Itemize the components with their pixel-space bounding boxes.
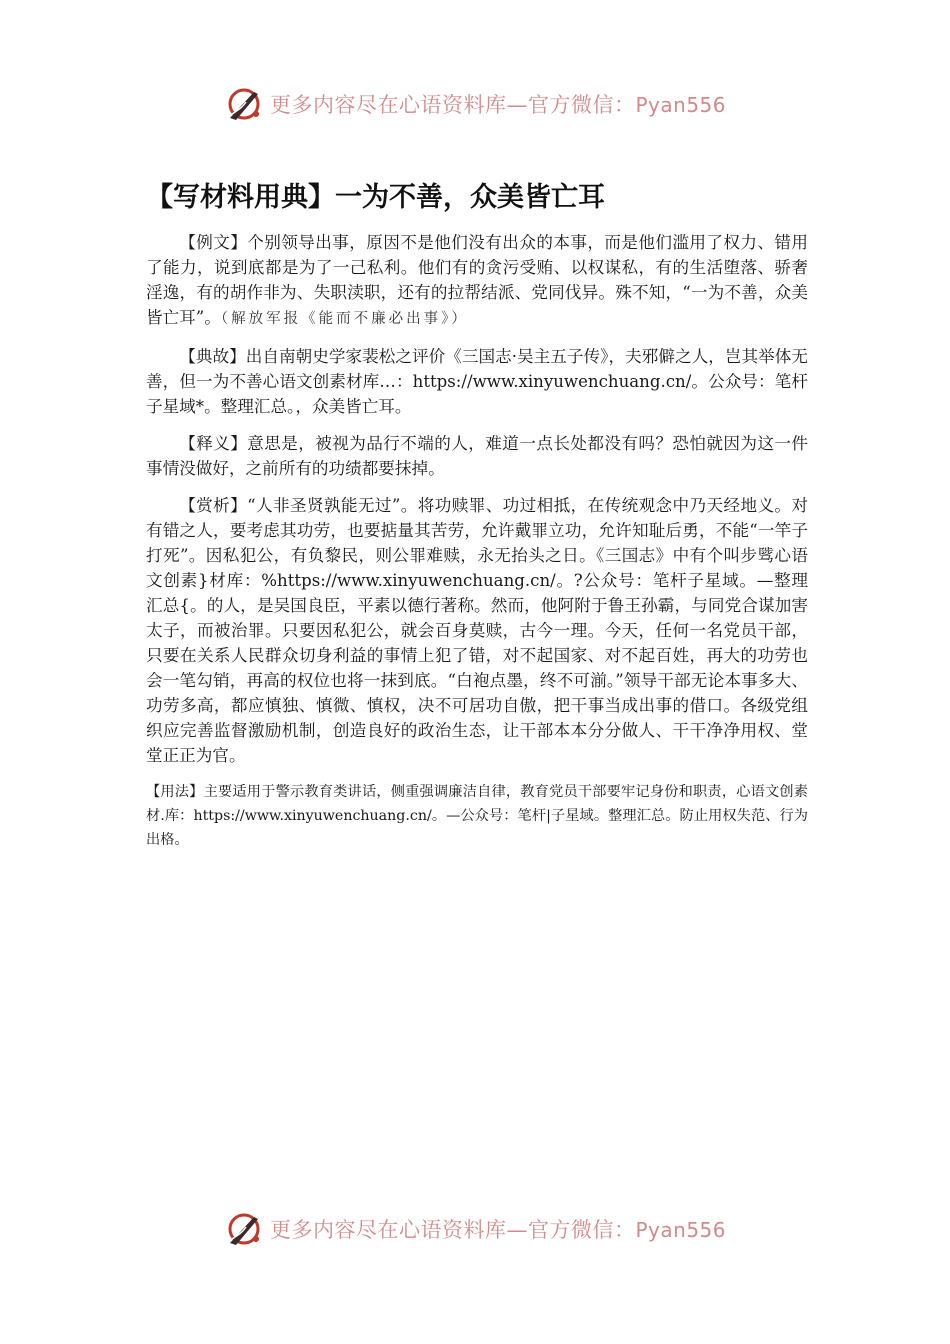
analysis-tag: 【赏析】 [179, 496, 248, 515]
example-text: 个别领导出事，原因不是他们没有出众的本事，而是他们滥用了权力、错用了能力，说到底都是为了一己私利。他们有的贪污受贿、以权谋私，有的生活堕落、骄奢淫逸，有的胡作非为、失职渎职，还有的拉帮结派、党同伐异。殊不知，“一为不善，众美皆亡耳”。 [146, 233, 809, 327]
banner-label: 官方微信： [527, 1218, 636, 1242]
example-source: （解放军报《能而不廉必出事》） [220, 311, 469, 327]
example-tag: 【例文】 [179, 233, 248, 252]
allusion-tag: 【典故】 [179, 347, 246, 366]
usage-text: 主要适用于警示教育类讲话，侧重强调廉洁自律，教育党员干部要牢记身份和职责，心语文创素材.库：https://www.xinyuwenchuang.cn/。—公众号：笔杆|子星域。整理汇总。防止用权失范、行为出格。 [146, 784, 808, 848]
banner-text [270, 89, 726, 119]
allusion-text: 出自南朝史学家裴松之评价《三国志·吴主五子传》，夫邪僻之人，岂其举体无善，但一为不善心语文创素材库…：https://www.xinyuwenchuang.cn/。公众号：笔杆子星域*。整理汇总。，众美皆亡耳。 [146, 347, 808, 416]
pen-logo-icon [224, 84, 264, 124]
banner-cn-text: 更多内容尽在心语资料库 [269, 93, 507, 117]
header-banner [0, 82, 950, 126]
pen-logo-icon [224, 1209, 264, 1249]
document-body [146, 230, 808, 864]
banner-label: 官方微信： [527, 93, 636, 117]
banner-account: Pyan556 [635, 93, 726, 117]
footer-banner [0, 1207, 950, 1251]
banner-separator: — [506, 1218, 528, 1242]
meaning-text: 意思是，被视为品行不端的人，难道一点长处都没有吗？恐怕就因为这一件事情没做好，之前所有的功绩都要抹掉。 [146, 434, 809, 478]
paragraph-allusion [146, 344, 808, 419]
page-title: 【写材料用典】一为不善，众美皆亡耳 [146, 182, 605, 213]
banner-text [270, 1214, 726, 1244]
paragraph-example [146, 230, 808, 332]
banner-account: Pyan556 [635, 1218, 726, 1242]
banner-cn-text: 更多内容尽在心语资料库 [269, 1218, 507, 1242]
banner-separator: — [506, 93, 528, 117]
analysis-text: “人非圣贤孰能无过”。将功赎罪、功过相抵，在传统观念中乃天经地义。对有错之人，要考虑其功劳，也要掂量其苦劳，允许戴罪立功，允许知耻后勇，不能“一竿子打死”。因私犯公，有负黎民，则公罪难赎，永无抬头之日。《三国志》中有个叫步骘心语文创素}材库：%https://www.xinyuwenchuang.cn/。?公众号：笔杆子星域。—整理汇总{。的人，是吴国良臣，平素以德行著称。然而，他阿附于鲁王孙霸，与同党合谋加害太子，而被治罪。只要因私犯公，就会百身莫赎，古今一理。今天，任何一名党员干部，只要在关系人民群众切身利益的事情上犯了错，对不起国家、对不起百姓，再大的功劳也会一笔勾销，再高的权位也将一抹到底。“白袍点墨，终不可湔。”领导干部无论本事多大、功劳多高，都应慎独、慎微、慎权，决不可居功自傲，把干事当成出事的借口。各级党组织应完善监督激励机制，创造良好的政治生态，让干部本本分分做人、干干净净用权、堂堂正正为官。 [146, 496, 809, 765]
usage-tag: 【用法】 [146, 784, 204, 800]
paragraph-usage [146, 780, 808, 852]
paragraph-analysis [146, 493, 808, 768]
meaning-tag: 【释义】 [179, 434, 248, 453]
paragraph-meaning [146, 431, 808, 481]
